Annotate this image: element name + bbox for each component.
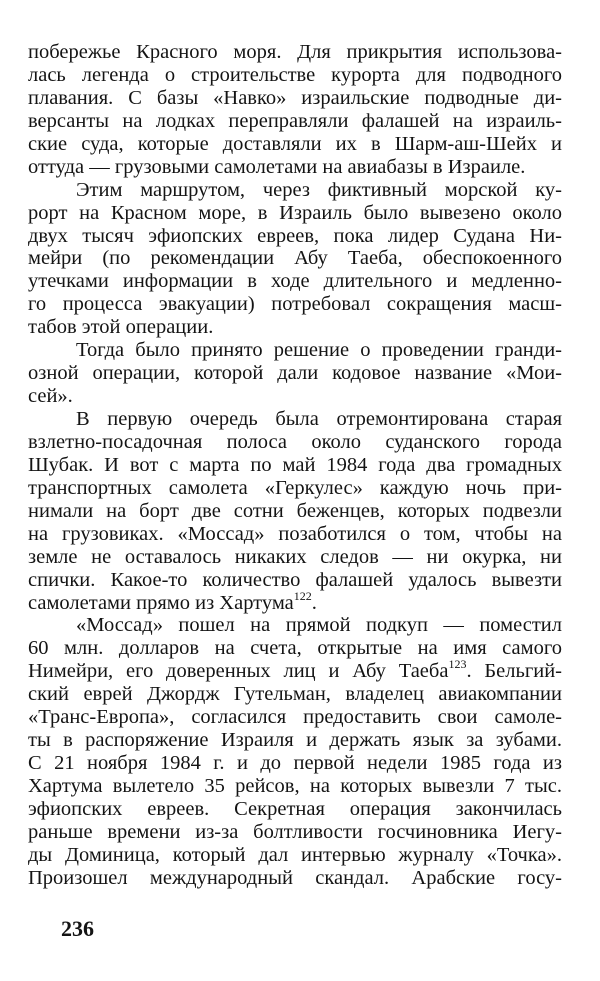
line-text: Этим маршрутом, через фиктивный морской ку- (76, 178, 562, 201)
text-line (28, 657, 562, 683)
line-text: нимали на борт две сотни беженцев, которых подвезли (28, 499, 562, 522)
text-line (28, 41, 562, 64)
text-line (28, 500, 562, 523)
text-line (28, 729, 562, 752)
line-text: С 21 ноября 1984 г. и до первой недели 1985 года из (28, 752, 562, 775)
text-line (28, 775, 562, 798)
line-text: эфиопских евреев. Секретная операция закончилась (28, 797, 562, 820)
line-text: версанты на лодках переправляли фалашей на израиль- (28, 109, 562, 132)
text-line (28, 637, 562, 660)
line-text: Произошел международный скандал. Арабские госу- (28, 866, 562, 889)
text-line (28, 867, 562, 890)
text-line (28, 339, 562, 362)
line-text: на грузовиках. «Моссад» позаботился о том, чтобы на (28, 522, 562, 545)
line-text: самолетами прямо из Хартума (28, 591, 294, 614)
text-line (28, 156, 562, 179)
line-text-after: . Бельгий- (466, 660, 562, 683)
text-line (28, 614, 562, 637)
line-text: мейри (по рекомендации Абу Таеба, обеспокоенного (28, 247, 562, 270)
text-line (28, 844, 562, 867)
line-text: Нимейри, его доверенных лиц и Абу Таеба (28, 660, 449, 683)
line-text: ды Доминица, который дал интервью журналу «Точка». (28, 843, 562, 866)
text-line (28, 64, 562, 87)
line-text: ский еврей Джордж Гутельман, владелец авиакомпании (28, 683, 562, 706)
text-line (28, 362, 562, 385)
line-text: земле не оставалось никаких следов — ни окурка, ни (28, 545, 562, 568)
text-line (28, 179, 562, 202)
text-line (28, 87, 562, 110)
line-text: лась легенда о строительстве курорта для подводного (28, 63, 562, 86)
text-line (28, 247, 562, 270)
line-text: табов этой операции. (28, 316, 214, 339)
line-text: двух тысяч эфиопских евреев, пока лидер Судана Ни- (28, 224, 562, 247)
text-line (28, 225, 562, 248)
text-line (28, 408, 562, 431)
line-text-after: . (311, 591, 317, 614)
footnote-reference[interactable]: 123 (448, 657, 467, 672)
line-text: утечками информации в ходе длительного и медленно- (28, 270, 562, 293)
text-line (28, 454, 562, 477)
text-line (28, 293, 562, 316)
line-text: озной операции, которой дали кодовое название «Мои- (28, 362, 562, 385)
text-line (28, 133, 562, 156)
line-text: «Моссад» пошел на прямой подкуп — поместил (76, 614, 562, 637)
text-line (28, 385, 562, 408)
page-number: 236 (61, 916, 94, 941)
text-line (28, 110, 562, 133)
line-text: го процесса эвакуации) потребовал сокращения масш- (28, 293, 562, 316)
text-line (28, 316, 562, 339)
line-text: Шубак. И вот с марта по май 1984 года два громадных (28, 453, 562, 476)
text-line (28, 546, 562, 569)
text-line (28, 821, 562, 844)
line-text: сей». (28, 385, 73, 408)
line-text: побережье Красного моря. Для прикрытия использова- (28, 41, 562, 63)
text-line (28, 202, 562, 225)
line-text: ские суда, которые доставляли их в Шарм-аш-Шейх и (28, 132, 562, 155)
text-line (28, 706, 562, 729)
text-line (28, 270, 562, 293)
line-text: плавания. С базы «Навко» израильские подводные ди- (28, 86, 562, 109)
line-text: транспортных самолета «Геркулес» каждую ночь при- (28, 476, 562, 499)
text-line (28, 588, 562, 615)
line-text: Тогда было принято решение о проведении гранди- (76, 339, 562, 362)
line-text: взлетно-посадочная полоса около суданского города (28, 430, 562, 453)
text-line (28, 431, 562, 454)
line-text: «Транс-Европа», согласился предоставить свои самоле- (28, 706, 562, 729)
text-line (28, 752, 562, 775)
text-line (28, 523, 562, 546)
line-text: спички. Какое-то количество фалашей удалось вывезти (28, 568, 562, 591)
book-page-text (28, 41, 562, 890)
line-text: оттуда — грузовыми самолетами на авиабазы в Израиле. (28, 155, 526, 178)
text-line (28, 798, 562, 821)
line-text: 60 млн. долларов на счета, открытые на имя самого (28, 637, 562, 660)
line-text: рорт на Красном море, в Израиль было вывезено около (28, 201, 562, 224)
line-text: ты в распоряжение Израиля и держать язык за зубами. (28, 729, 562, 752)
text-line (28, 477, 562, 500)
footnote-reference[interactable]: 122 (293, 588, 312, 603)
text-line (28, 683, 562, 706)
line-text: Хартума вылетело 35 рейсов, на которых вывезли 7 тыс. (28, 775, 562, 797)
line-text: В первую очередь была отремонтирована старая (76, 408, 562, 430)
line-text: раньше времени из-за болтливости госчиновника Иегу- (28, 820, 562, 843)
